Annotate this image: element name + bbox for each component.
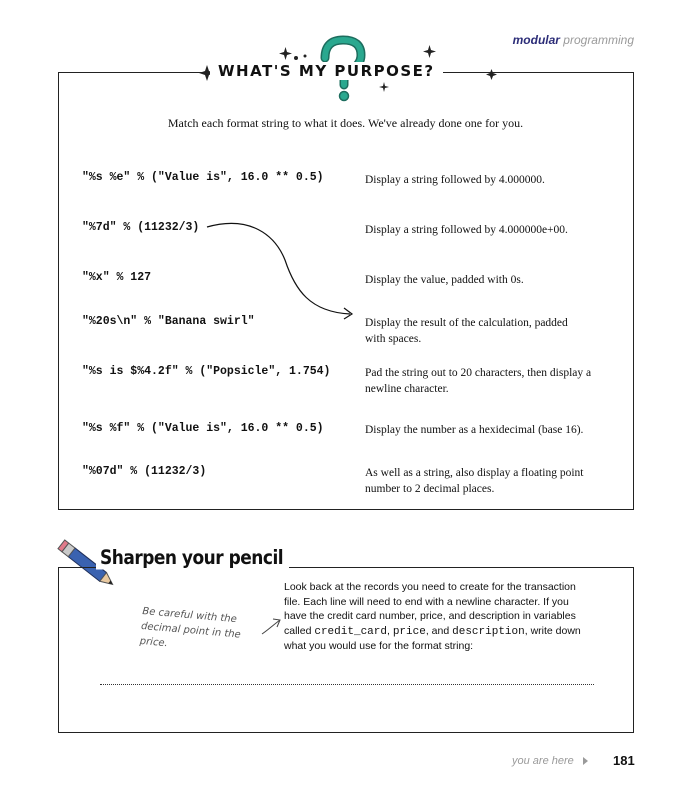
answer-line[interactable] xyxy=(100,684,594,685)
format-description: Display the value, padded with 0s. xyxy=(365,274,524,286)
sharpen-sep: , and xyxy=(425,624,453,637)
format-code: "%20s\n" % "Banana swirl" xyxy=(82,315,255,328)
format-code: "%07d" % (11232/3) xyxy=(82,465,207,478)
format-code: "%s %f" % ("Value is", 16.0 ** 0.5) xyxy=(82,422,324,435)
format-code: "%s is $%4.2f" % ("Popsicle", 1.754) xyxy=(82,365,331,378)
instructions: Match each format string to what it does. We've already done one for you. xyxy=(167,116,524,130)
you-are-here: you are here xyxy=(512,755,574,767)
sharpen-instructions xyxy=(284,580,594,654)
sharpen-text-part: , write down what you would use for the format string: xyxy=(284,624,581,652)
format-description: As well as a string, also display a floating point number to 2 decimal places. xyxy=(365,467,584,495)
section-header-bold: modular xyxy=(512,33,560,47)
match-arrow xyxy=(207,223,352,319)
handwritten-note: Be careful with the decimal point in the price. xyxy=(139,605,242,650)
format-code: "%x" % 127 xyxy=(82,271,152,284)
var-price: price xyxy=(392,625,426,638)
format-description: Display the result of the calculation, padded with spaces. xyxy=(365,317,568,345)
format-description: Display a string followed by 4.000000. xyxy=(365,174,545,186)
format-description: Pad the string out to 20 characters, then display a newline character. xyxy=(365,367,592,395)
sharpen-pencil-title: Sharpen your pencil xyxy=(96,547,289,570)
format-code: "%s %e" % ("Value is", 16.0 ** 0.5) xyxy=(82,171,324,184)
var-credit-card: credit_card xyxy=(314,625,387,638)
format-description: Display a string followed by 4.000000e+00. xyxy=(365,224,568,236)
whats-my-purpose-title: WHAT'S MY PURPOSE? xyxy=(210,62,443,80)
play-arrow-icon xyxy=(583,757,588,765)
page-number: 181 xyxy=(613,753,635,768)
var-description: description xyxy=(452,625,525,638)
section-header-light: programming xyxy=(563,33,634,47)
sharpen-sep: , xyxy=(386,624,393,637)
sharpen-text-part: Look back at the records you need to create for the transaction file. Each line will need to end with a newline character. If you have the credit card number, price, and description in variables called xyxy=(284,581,576,637)
format-description: Display the number as a hexidecimal (base 16). xyxy=(365,424,584,436)
format-code: "%7d" % (11232/3) xyxy=(82,221,200,234)
